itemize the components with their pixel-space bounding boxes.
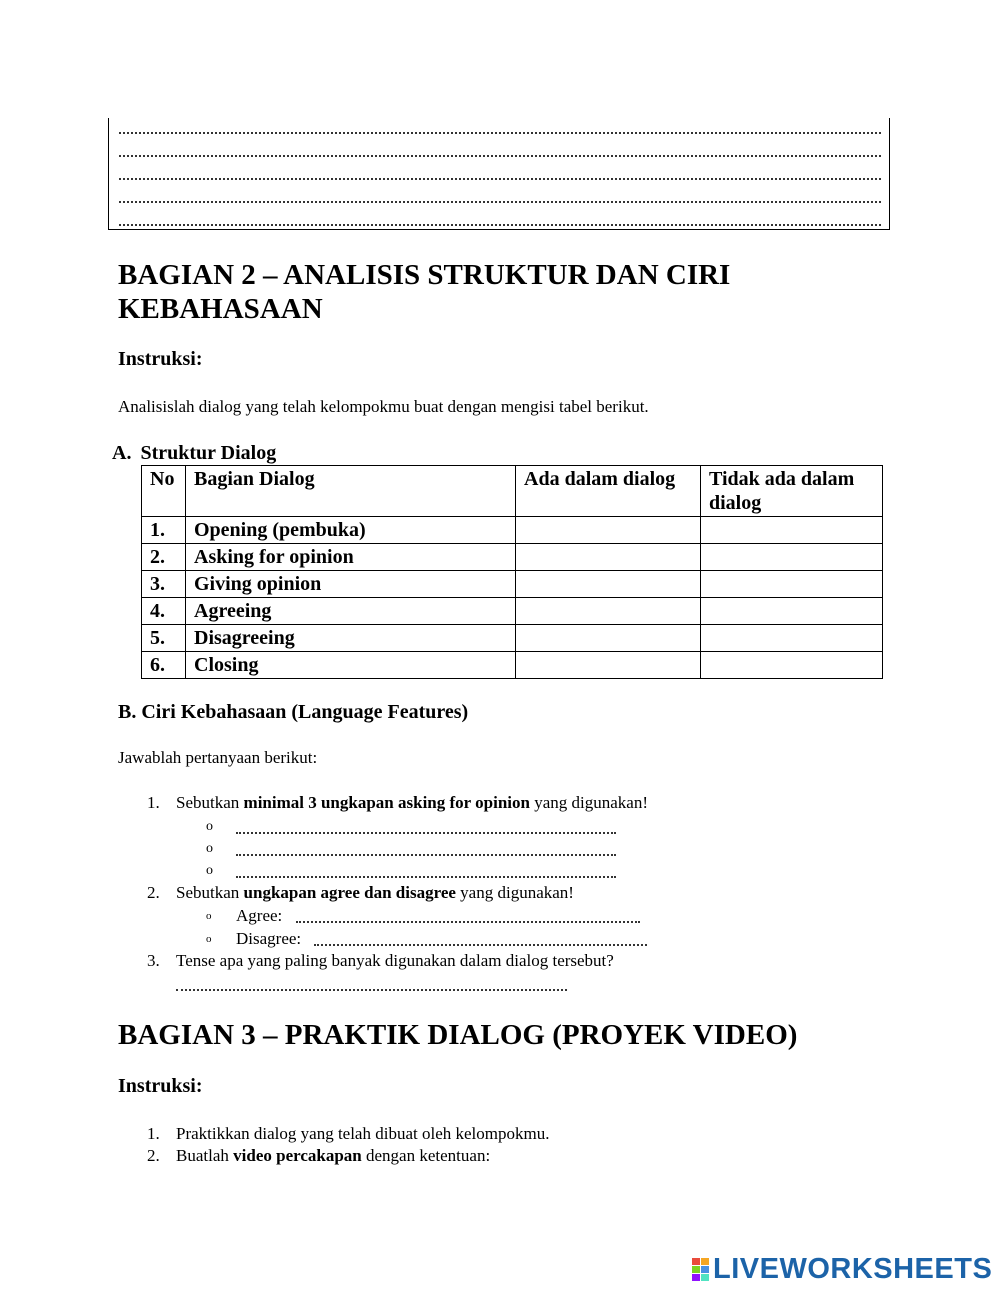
q2-bold: ungkapan agree dan disagree	[243, 883, 456, 902]
absent-cell[interactable]	[701, 517, 883, 544]
part-a-heading	[112, 442, 276, 465]
row-part: Agreeing	[186, 598, 516, 625]
row-no: 4.	[142, 598, 186, 625]
part-b-title: B. Ciri Kebahasaan (Language Features)	[118, 701, 469, 723]
q1-pre: Sebutkan	[176, 793, 244, 812]
present-cell[interactable]	[516, 652, 701, 679]
q1-post: yang digunakan!	[529, 793, 648, 812]
answer-line[interactable]	[119, 153, 881, 157]
q2-disagree-answer[interactable]	[314, 931, 647, 946]
part-b-intro: Jawablah pertanyaan berikut:	[118, 748, 318, 767]
row-part: Asking for opinion	[186, 544, 516, 571]
q2-bullet: o	[206, 910, 212, 922]
section2-instruction-label: Instruksi:	[118, 348, 203, 370]
s3-item2-bold: video percakapan	[233, 1146, 362, 1165]
s3-item2-text	[176, 1146, 490, 1166]
q2-pre: Sebutkan	[176, 883, 244, 902]
row-no: 5.	[142, 625, 186, 652]
answer-line[interactable]	[119, 222, 881, 226]
q2-text	[176, 883, 574, 903]
row-part: Opening (pembuka)	[186, 517, 516, 544]
structure-table	[141, 465, 883, 679]
header-no: No	[142, 466, 186, 517]
table-row	[142, 625, 883, 652]
answer-line[interactable]	[119, 199, 881, 203]
q3-answer[interactable]	[176, 976, 567, 991]
q1-answer-2[interactable]	[236, 841, 616, 856]
section2-title-line2: KEBAHASAAN	[118, 293, 323, 325]
section2-instruction-text: Analisislah dialog yang telah kelompokmu buat dengan mengisi tabel berikut.	[118, 397, 649, 416]
row-no: 1.	[142, 517, 186, 544]
q2-bullet: o	[206, 933, 212, 945]
q2-post: yang digunakan!	[455, 883, 574, 902]
present-cell[interactable]	[516, 544, 701, 571]
row-part: Closing	[186, 652, 516, 679]
absent-cell[interactable]	[701, 571, 883, 598]
table-row	[142, 544, 883, 571]
q1-text	[176, 793, 648, 813]
header-absent: Tidak ada dalam dialog	[701, 466, 883, 517]
q1-bullet: o	[206, 819, 213, 834]
answer-box[interactable]	[108, 118, 890, 230]
row-no: 3.	[142, 571, 186, 598]
table-row	[142, 571, 883, 598]
section2-title	[118, 258, 730, 326]
answer-line[interactable]	[119, 176, 881, 180]
s3-item2-pre: Buatlah	[176, 1146, 234, 1165]
q1-number: 1.	[147, 793, 160, 812]
q1-answer-1[interactable]	[236, 819, 616, 834]
row-no: 6.	[142, 652, 186, 679]
row-no: 2.	[142, 544, 186, 571]
q1-bullet: o	[206, 863, 213, 878]
s3-item2-post: dengan ketentuan:	[361, 1146, 491, 1165]
section2-title-line1: BAGIAN 2 – ANALISIS STRUKTUR DAN CIRI	[118, 259, 731, 291]
q2-disagree-label: Disagree:	[236, 929, 302, 948]
row-part: Disagreeing	[186, 625, 516, 652]
logo-text: LIVEWORKSHEETS	[713, 1252, 993, 1285]
q1-bullet: o	[206, 841, 213, 856]
logo-icon	[692, 1258, 709, 1281]
present-cell[interactable]	[516, 625, 701, 652]
s3-item1-text: Praktikkan dialog yang telah dibuat oleh kelompokmu.	[176, 1124, 550, 1143]
table-row	[142, 598, 883, 625]
q2-agree-label: Agree:	[236, 906, 283, 925]
q3-number: 3.	[147, 951, 160, 970]
q1-answer-3[interactable]	[236, 863, 616, 878]
liveworksheets-logo	[692, 1254, 992, 1284]
table-row	[142, 517, 883, 544]
present-cell[interactable]	[516, 598, 701, 625]
present-cell[interactable]	[516, 517, 701, 544]
row-part: Giving opinion	[186, 571, 516, 598]
q3-text: Tense apa yang paling banyak digunakan dalam dialog tersebut?	[176, 951, 614, 970]
section3-instruction-label: Instruksi:	[118, 1075, 203, 1097]
absent-cell[interactable]	[701, 544, 883, 571]
s3-item2-number: 2.	[147, 1146, 160, 1165]
answer-line[interactable]	[119, 130, 881, 134]
table-row	[142, 652, 883, 679]
table-header-row	[142, 466, 883, 517]
q2-number: 2.	[147, 883, 160, 902]
q1-bold: minimal 3 ungkapan asking for opinion	[243, 793, 530, 812]
header-present: Ada dalam dialog	[516, 466, 701, 517]
absent-cell[interactable]	[701, 652, 883, 679]
part-a-title: Struktur Dialog	[140, 442, 277, 464]
part-a-label: A.	[112, 442, 132, 464]
header-part: Bagian Dialog	[186, 466, 516, 517]
s3-item1-number: 1.	[147, 1124, 160, 1143]
q2-agree-answer[interactable]	[296, 908, 640, 923]
absent-cell[interactable]	[701, 598, 883, 625]
absent-cell[interactable]	[701, 625, 883, 652]
present-cell[interactable]	[516, 571, 701, 598]
section3-title: BAGIAN 3 – PRAKTIK DIALOG (PROYEK VIDEO)	[118, 1019, 798, 1051]
